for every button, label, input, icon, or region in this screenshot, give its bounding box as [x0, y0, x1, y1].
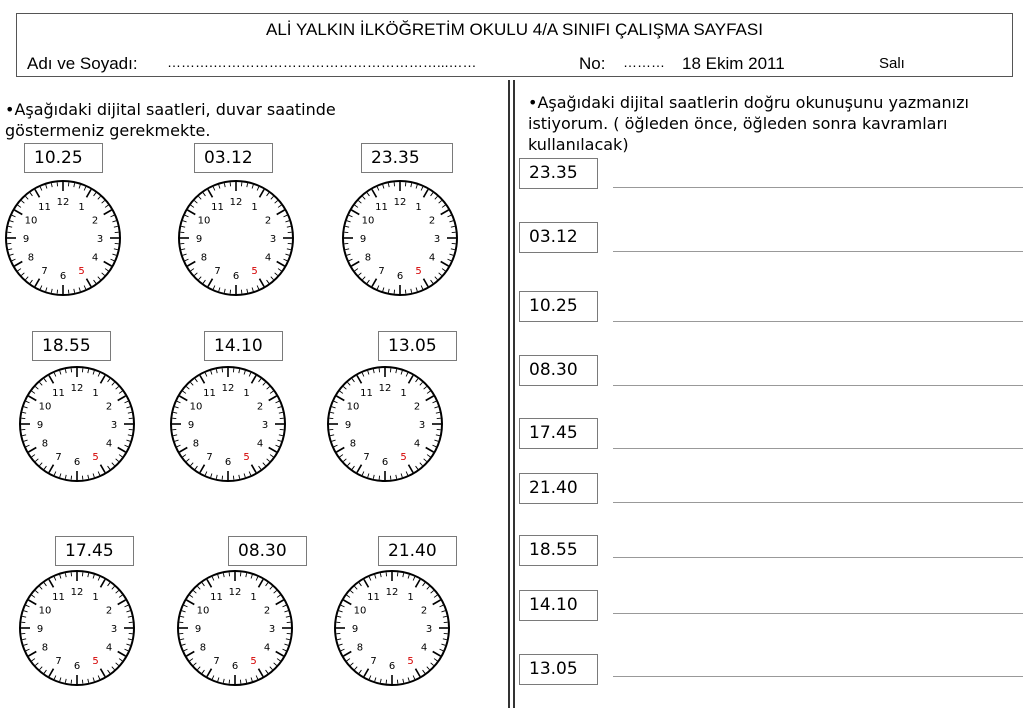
clock-numeral: 11 [38, 201, 51, 213]
digital-time-box: 23.35 [361, 143, 453, 173]
number-label: No: [579, 54, 606, 73]
clock-numeral: 1 [250, 591, 257, 603]
clock-numeral: 5 [92, 452, 99, 464]
clock-numeral: 7 [213, 656, 220, 668]
clock-numeral: 9 [187, 420, 195, 431]
digital-time-box: 21.40 [519, 473, 598, 504]
clock-numeral: 6 [224, 457, 232, 468]
clock-numeral: 10 [346, 401, 360, 413]
clock-numeral: 8 [364, 252, 372, 264]
clock-face [330, 566, 454, 690]
clock-numeral: 12 [393, 197, 407, 208]
clock-numeral: 4 [428, 252, 436, 264]
clock-numeral: 5 [407, 656, 414, 668]
clock-numeral: 9 [36, 624, 44, 635]
number-blank: ……… [623, 54, 665, 70]
clock-numeral: 11 [375, 201, 388, 213]
clock-numeral: 11 [360, 387, 373, 399]
clock-numeral: 4 [264, 252, 272, 264]
clock-numeral: 3 [425, 624, 433, 635]
clock-numeral: 4 [105, 438, 113, 450]
clock-numeral: 5 [243, 452, 250, 464]
clock-numeral: 8 [27, 252, 35, 264]
clock-numeral: 12 [228, 587, 242, 598]
worksheet-title: ALİ YALKIN İLKÖĞRETİM OKULU 4/A SINIFI ÇALIŞMA SAYFASI [266, 20, 763, 39]
clock-numeral: 6 [232, 271, 240, 282]
digital-time-box: 17.45 [519, 418, 598, 449]
clock-numeral: 6 [396, 271, 404, 282]
answer-line[interactable] [613, 502, 1023, 503]
clock-numeral: 10 [38, 605, 52, 617]
digital-time-box: 18.55 [519, 535, 598, 566]
answer-line[interactable] [613, 251, 1023, 252]
clock-numeral: 12 [385, 587, 399, 598]
clock-numeral: 6 [59, 271, 67, 282]
clock-numeral: 12 [56, 197, 70, 208]
clock-face [173, 566, 297, 690]
name-blank: ……….…………………………………………...…… [167, 54, 477, 70]
worksheet-header [16, 13, 1013, 77]
left-instruction: •Aşağıdaki dijital saatleri, duvar saatinde göstermeniz gerekmekte. [5, 100, 336, 140]
clock-numeral: 6 [73, 661, 81, 672]
clock-numeral: 1 [400, 387, 407, 399]
answer-line[interactable] [613, 448, 1023, 449]
clock-numeral: 9 [195, 234, 203, 245]
clock-numeral: 4 [105, 642, 113, 654]
clock-numeral: 9 [22, 234, 30, 245]
clock-numeral: 1 [92, 591, 99, 603]
digital-time-box: 13.05 [519, 654, 598, 685]
clock-numeral: 2 [105, 605, 113, 617]
clock-numeral: 12 [378, 383, 392, 394]
clock-numeral: 6 [231, 661, 239, 672]
clock-numeral: 3 [261, 420, 269, 431]
digital-time-box: 18.55 [32, 331, 111, 361]
clock-numeral: 6 [381, 457, 389, 468]
clock-numeral: 8 [200, 252, 208, 264]
clock-numeral: 10 [197, 215, 211, 227]
clock-numeral: 4 [91, 252, 99, 264]
clock-numeral: 7 [206, 452, 213, 464]
clock-face [15, 566, 139, 690]
digital-time-box: 10.25 [519, 291, 598, 322]
answer-line[interactable] [613, 385, 1023, 386]
clock-numeral: 1 [415, 201, 422, 213]
clock-numeral: 12 [221, 383, 235, 394]
clock-numeral: 8 [41, 438, 49, 450]
clock-numeral: 10 [353, 605, 367, 617]
clock-numeral: 12 [229, 197, 243, 208]
worksheet-day: Salı [879, 55, 905, 72]
clock-face [323, 362, 447, 486]
clock-numeral: 5 [251, 266, 258, 278]
clock-numeral: 11 [210, 591, 223, 603]
section-divider [508, 80, 510, 708]
digital-time-box: 17.45 [55, 536, 134, 566]
clock-numeral: 7 [41, 266, 48, 278]
clock-numeral: 7 [370, 656, 377, 668]
digital-time-box: 08.30 [519, 355, 598, 386]
clock-numeral: 8 [41, 642, 49, 654]
clock-numeral: 8 [199, 642, 207, 654]
answer-line[interactable] [613, 557, 1023, 558]
digital-time-box: 23.35 [519, 158, 598, 189]
clock-numeral: 5 [415, 266, 422, 278]
clock-numeral: 1 [78, 201, 85, 213]
clock-numeral: 10 [189, 401, 203, 413]
clock-numeral: 9 [359, 234, 367, 245]
clock-numeral: 7 [214, 266, 221, 278]
clock-numeral: 9 [351, 624, 359, 635]
clock-numeral: 12 [70, 587, 84, 598]
answer-line[interactable] [613, 187, 1023, 188]
clock-numeral: 5 [250, 656, 257, 668]
clock-numeral: 10 [24, 215, 38, 227]
clock-numeral: 1 [251, 201, 258, 213]
clock-numeral: 7 [378, 266, 385, 278]
clock-numeral: 5 [92, 656, 99, 668]
clock-numeral: 3 [110, 624, 118, 635]
clock-numeral: 10 [38, 401, 52, 413]
digital-time-box: 21.40 [378, 536, 457, 566]
clock-numeral: 8 [356, 642, 364, 654]
digital-time-box: 10.25 [24, 143, 103, 173]
clock-numeral: 1 [407, 591, 414, 603]
clock-numeral: 11 [52, 591, 65, 603]
clock-numeral: 3 [433, 234, 441, 245]
clock-numeral: 2 [428, 215, 436, 227]
clock-numeral: 1 [243, 387, 250, 399]
clock-numeral: 5 [400, 452, 407, 464]
clock-numeral: 2 [256, 401, 264, 413]
clock-numeral: 8 [349, 438, 357, 450]
clock-numeral: 6 [73, 457, 81, 468]
answer-line[interactable] [613, 613, 1023, 614]
digital-time-box: 03.12 [519, 222, 598, 253]
clock-numeral: 2 [264, 215, 272, 227]
digital-time-box: 03.12 [194, 143, 273, 173]
clock-face [166, 362, 290, 486]
clock-numeral: 2 [263, 605, 271, 617]
clock-numeral: 7 [55, 452, 62, 464]
clock-numeral: 2 [413, 401, 421, 413]
clock-numeral: 2 [91, 215, 99, 227]
clock-numeral: 7 [55, 656, 62, 668]
clock-numeral: 9 [194, 624, 202, 635]
clock-face [338, 176, 462, 300]
clock-numeral: 7 [363, 452, 370, 464]
clock-numeral: 3 [418, 420, 426, 431]
clock-numeral: 4 [263, 642, 271, 654]
clock-numeral: 3 [268, 624, 276, 635]
clock-face [15, 362, 139, 486]
clock-numeral: 10 [361, 215, 375, 227]
clock-numeral: 12 [70, 383, 84, 394]
right-instruction: •Aşağıdaki dijital saatlerin doğru okunuşunu yazmanızı istiyorum. ( öğleden önce, öğleden sonra kavramları kullanılacak) [528, 93, 969, 154]
clock-numeral: 9 [344, 420, 352, 431]
clock-numeral: 3 [96, 234, 104, 245]
clock-numeral: 8 [192, 438, 200, 450]
answer-line[interactable] [613, 321, 1023, 322]
clock-numeral: 5 [78, 266, 85, 278]
clock-numeral: 3 [269, 234, 277, 245]
clock-numeral: 4 [420, 642, 428, 654]
clock-face [174, 176, 298, 300]
digital-time-box: 14.10 [519, 590, 598, 621]
clock-numeral: 11 [211, 201, 224, 213]
clock-numeral: 11 [52, 387, 65, 399]
clock-numeral: 9 [36, 420, 44, 431]
digital-time-box: 14.10 [204, 331, 283, 361]
clock-numeral: 2 [420, 605, 428, 617]
answer-line[interactable] [613, 676, 1023, 677]
clock-numeral: 3 [110, 420, 118, 431]
clock-numeral: 11 [203, 387, 216, 399]
section-divider [513, 80, 515, 708]
name-label: Adı ve Soyadı: [27, 54, 138, 73]
digital-time-box: 08.30 [228, 536, 307, 566]
clock-numeral: 4 [413, 438, 421, 450]
clock-numeral: 10 [196, 605, 210, 617]
clock-numeral: 6 [388, 661, 396, 672]
digital-time-box: 13.05 [378, 331, 457, 361]
clock-face [1, 176, 125, 300]
clock-numeral: 1 [92, 387, 99, 399]
clock-numeral: 2 [105, 401, 113, 413]
clock-numeral: 11 [367, 591, 380, 603]
worksheet-date: 18 Ekim 2011 [682, 54, 785, 73]
clock-numeral: 4 [256, 438, 264, 450]
